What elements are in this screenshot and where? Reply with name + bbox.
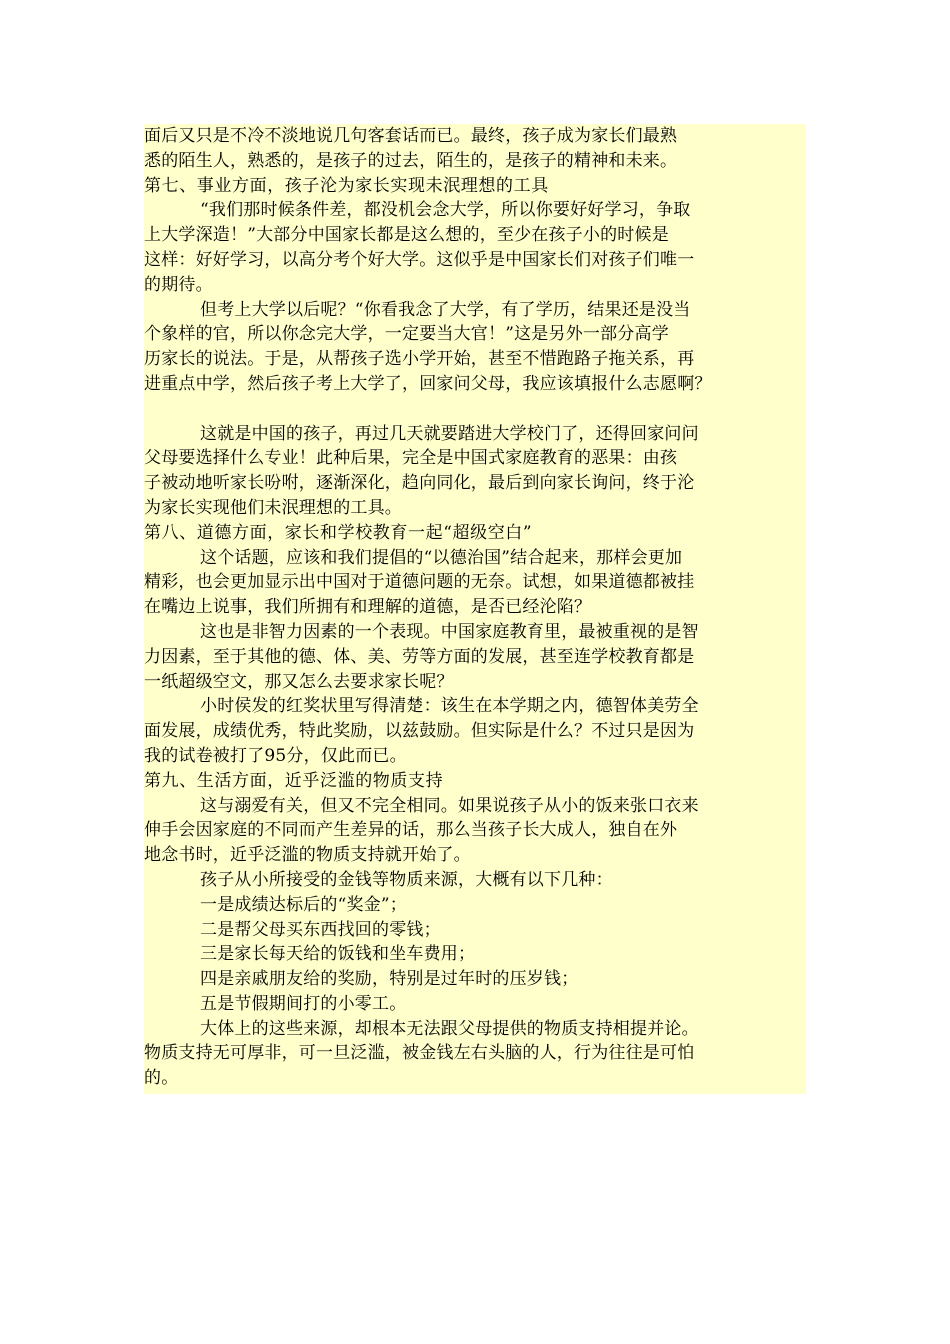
text-line: 伸手会因家庭的不同而产生差异的话，那么当孩子长大成人，独自在外 (144, 820, 678, 841)
text-line: 这与溺爱有关，但又不完全相同。如果说孩子从小的饭来张口衣来 (200, 795, 699, 816)
text-line: 进重点中学，然后孩子考上大学了，回家问父母，我应该填报什么志愿啊？ (144, 373, 712, 394)
text-line: 面发展，成绩优秀，特此奖励，以兹鼓励。但实际是什么？不过只是因为 (144, 721, 695, 742)
text-line: 大体上的这些来源，却根本无法跟父母提供的物质支持相提并论。 (200, 1018, 699, 1039)
text-line: 但考上大学以后呢？“你看我念了大学，有了学历，结果还是没当 (200, 299, 691, 320)
text-line: 为家长实现他们未泯理想的工具。 (144, 497, 402, 518)
text-line: 的。 (144, 1068, 179, 1089)
text-line: 这也是非智力因素的一个表现。中国家庭教育里，最被重视的是智 (200, 621, 699, 642)
text-line: 这就是中国的孩子，再过几天就要踏进大学校门了，还得回家问问 (200, 423, 699, 444)
text-line: 小时侯发的红奖状里写得清楚：该生在本学期之内，德智体美劳全 (200, 696, 699, 717)
section-heading: 第八、道德方面，家长和学校教育一起“超级空白” (144, 522, 533, 543)
text-line: 在嘴边上说事，我们所拥有和理解的道德，是否已经沦陷？ (144, 597, 592, 618)
text-line: 一是成绩达标后的“奖金”； (200, 894, 407, 915)
text-line: 孩子从小所接受的金钱等物质来源，大概有以下几种： (200, 869, 613, 890)
text-line: 二是帮父母买东西找回的零钱； (200, 919, 441, 940)
text-line: 精彩，也会更加显示出中国对于道德问题的无奈。试想，如果道德都被挂 (144, 572, 695, 593)
text-line: 三是家长每天给的饭钱和坐车费用； (200, 944, 476, 965)
text-line: 这个话题，应该和我们提倡的“以德治国”结合起来，那样会更加 (200, 547, 683, 568)
text-line: 五是节假期间打的小零工。 (200, 993, 407, 1014)
text-line: 一纸超级空文，那又怎么去要求家长呢？ (144, 671, 454, 692)
text-line: 我的试卷被打了95分，仅此而已。 (144, 745, 407, 766)
blank-line (144, 397, 806, 422)
section-heading: 第七、事业方面，孩子沦为家长实现未泯理想的工具 (144, 175, 549, 196)
text-line: 父母要选择什么专业！此种后果，完全是中国式家庭教育的恶果：由孩 (144, 448, 678, 469)
text-line: 物质支持无可厚非，可一旦泛滥，被金钱左右头脑的人，行为往往是可怕 (144, 1043, 695, 1064)
text-line: 这样：好好学习，以高分考个好大学。这似乎是中国家长们对孩子们唯一 (144, 249, 695, 270)
text-line: 四是亲戚朋友给的奖励，特别是过年时的压岁钱； (200, 969, 579, 990)
document-text-block (144, 124, 806, 1094)
text-line: 上大学深造！”大部分中国家长都是这么想的，至少在孩子小的时候是 (144, 225, 669, 246)
text-line: 个象样的官，所以你念完大学，一定要当大官！”这是另外一部分高学 (144, 324, 669, 345)
text-line: 的期待。 (144, 274, 213, 295)
text-line: 地念书时，近乎泛滥的物质支持就开始了。 (144, 845, 471, 866)
text-line: 子被动地听家长吩咐，逐渐深化，趋向同化，最后到向家长询问，终于沦 (144, 473, 695, 494)
text-line: 力因素，至于其他的德、体、美、劳等方面的发展，甚至连学校教育都是 (144, 646, 695, 667)
text-line: “我们那时候条件差，都没机会念大学，所以你要好好学习，争取 (200, 200, 691, 221)
text-line: 面后又只是不冷不淡地说几句客套话而已。最终，孩子成为家长们最熟 (144, 126, 678, 146)
text-line: 历家长的说法。于是，从帮孩子选小学开始，甚至不惜跑路子拖关系，再 (144, 349, 695, 370)
text-line: 悉的陌生人，熟悉的，是孩子的过去，陌生的，是孩子的精神和未来。 (144, 150, 678, 171)
section-heading: 第九、生活方面，近乎泛滥的物质支持 (144, 770, 444, 791)
